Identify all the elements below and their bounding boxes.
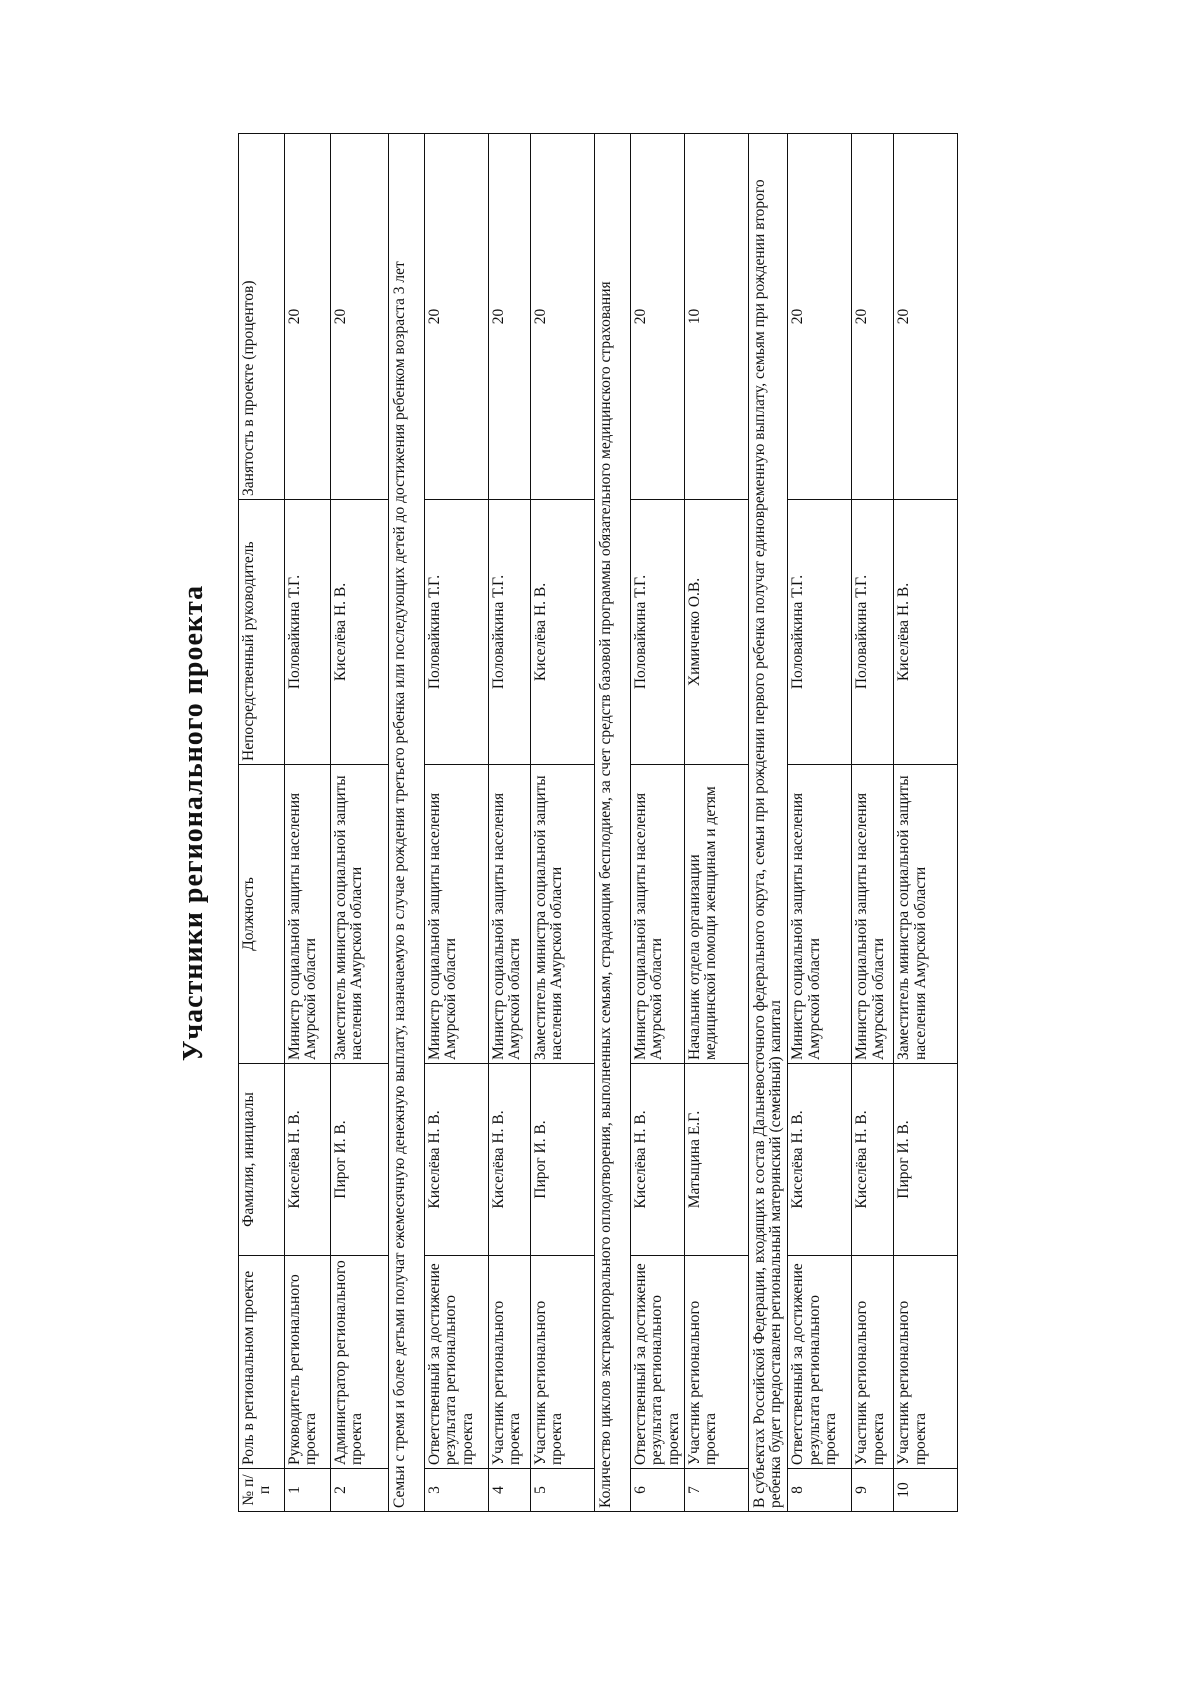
document-title: Участники регионального проекта bbox=[178, 584, 209, 1062]
cell-name: Пирог И. В. bbox=[331, 1064, 389, 1256]
section-title: В субъектах Российской Федерации, входящих в состав Дальневосточного федерального округа, семьи при рождении первого ребенка получат единовременную выплату, семьям при рождении второго ребенка будет предоставлен региональный материнский (семейный) капитал bbox=[748, 134, 788, 1512]
cell-role: Администратор регионального проекта bbox=[331, 1256, 389, 1469]
cell-load: 20 bbox=[788, 134, 852, 500]
table-row bbox=[631, 134, 685, 1512]
cell-supervisor: Половайкина Т.Г. bbox=[489, 500, 531, 765]
cell-role: Ответственный за достижение результата регионального проекта bbox=[631, 1256, 685, 1469]
cell-load: 20 bbox=[531, 134, 595, 500]
table-row bbox=[331, 134, 389, 1512]
cell-num: 2 bbox=[331, 1469, 389, 1512]
cell-position: Министр социальной защиты населения Амурской области bbox=[631, 765, 685, 1064]
col-header-load: Занятость в проекте (процентов) bbox=[239, 134, 285, 500]
col-header-supervisor: Непосредственный руководитель bbox=[239, 500, 285, 765]
cell-position: Заместитель министра социальной защиты населения Амурской области bbox=[894, 765, 958, 1064]
header-row bbox=[239, 134, 285, 1512]
table-row bbox=[684, 134, 748, 1512]
section-row bbox=[595, 134, 631, 1512]
table-body bbox=[285, 134, 958, 1512]
table-row bbox=[285, 134, 331, 1512]
cell-position: Министр социальной защиты населения Амурской области bbox=[285, 765, 331, 1064]
cell-load: 10 bbox=[684, 134, 748, 500]
cell-load: 20 bbox=[489, 134, 531, 500]
cell-name: Киселёва Н. В. bbox=[425, 1064, 489, 1256]
cell-supervisor: Половайкина Т.Г. bbox=[425, 500, 489, 765]
cell-name: Киселёва Н. В. bbox=[285, 1064, 331, 1256]
cell-num: 1 bbox=[285, 1469, 331, 1512]
cell-load: 20 bbox=[852, 134, 894, 500]
cell-position: Министр социальной защиты населения Амурской области bbox=[788, 765, 852, 1064]
cell-position: Министр социальной защиты населения Амурской области bbox=[489, 765, 531, 1064]
cell-num: 9 bbox=[852, 1469, 894, 1512]
cell-role: Руководитель регионального проекта bbox=[285, 1256, 331, 1469]
table-row bbox=[425, 134, 489, 1512]
section-title: Количество циклов экстракорпорального оплодотворения, выполненных семьям, страдающим бесплодием, за счет средств базовой программы обязательного медицинского страхования bbox=[595, 134, 631, 1512]
cell-num: 4 bbox=[489, 1469, 531, 1512]
cell-name: Киселёва Н. В. bbox=[631, 1064, 685, 1256]
table-row bbox=[852, 134, 894, 1512]
cell-position: Начальник отдела организации медицинской помощи женщинам и детям bbox=[684, 765, 748, 1064]
col-header-position: Должность bbox=[239, 765, 285, 1064]
table-row bbox=[531, 134, 595, 1512]
cell-supervisor: Киселёва Н. В. bbox=[894, 500, 958, 765]
cell-name: Пирог И. В. bbox=[894, 1064, 958, 1256]
cell-name: Матыцина Е.Г. bbox=[684, 1064, 748, 1256]
cell-name: Киселёва Н. В. bbox=[852, 1064, 894, 1256]
cell-role: Участник регионального проекта bbox=[684, 1256, 748, 1469]
cell-num: 3 bbox=[425, 1469, 489, 1512]
cell-supervisor: Половайкина Т.Г. bbox=[788, 500, 852, 765]
section-row bbox=[748, 134, 788, 1512]
cell-position: Заместитель министра социальной защиты населения Амурской области bbox=[531, 765, 595, 1064]
cell-num: 6 bbox=[631, 1469, 685, 1512]
cell-supervisor: Половайкина Т.Г. bbox=[852, 500, 894, 765]
cell-num: 8 bbox=[788, 1469, 852, 1512]
cell-name: Пирог И. В. bbox=[531, 1064, 595, 1256]
table-row bbox=[788, 134, 852, 1512]
cell-name: Киселёва Н. В. bbox=[788, 1064, 852, 1256]
table-row bbox=[489, 134, 531, 1512]
cell-num: 10 bbox=[894, 1469, 958, 1512]
section-row bbox=[389, 134, 425, 1512]
cell-role: Участник регионального проекта bbox=[894, 1256, 958, 1469]
cell-num: 7 bbox=[684, 1469, 748, 1512]
cell-supervisor: Половайкина Т.Г. bbox=[285, 500, 331, 765]
cell-load: 20 bbox=[331, 134, 389, 500]
cell-load: 20 bbox=[285, 134, 331, 500]
section-title: Семьи с тремя и более детьми получат ежемесячную денежную выплату, назначаемую в случае рождения третьего ребенка или последующих детей до достижения ребенком возраста 3 лет bbox=[389, 134, 425, 1512]
cell-position: Заместитель министра социальной защиты населения Амурской области bbox=[331, 765, 389, 1064]
cell-supervisor: Химиченко О.В. bbox=[684, 500, 748, 765]
cell-position: Министр социальной защиты населения Амурской области bbox=[852, 765, 894, 1064]
cell-name: Киселёва Н. В. bbox=[489, 1064, 531, 1256]
cell-role: Ответственный за достижение результата регионального проекта bbox=[425, 1256, 489, 1469]
cell-position: Министр социальной защиты населения Амурской области bbox=[425, 765, 489, 1064]
participants-table bbox=[238, 133, 958, 1512]
cell-num: 5 bbox=[531, 1469, 595, 1512]
cell-supervisor: Половайкина Т.Г. bbox=[631, 500, 685, 765]
col-header-role: Роль в региональном проекте bbox=[239, 1256, 285, 1469]
col-header-name: Фамилия, инициалы bbox=[239, 1064, 285, 1256]
cell-load: 20 bbox=[425, 134, 489, 500]
cell-role: Ответственный за достижение результата регионального проекта bbox=[788, 1256, 852, 1469]
cell-load: 20 bbox=[894, 134, 958, 500]
table-row bbox=[894, 134, 958, 1512]
cell-role: Участник регионального проекта bbox=[852, 1256, 894, 1469]
cell-role: Участник регионального проекта bbox=[489, 1256, 531, 1469]
rotated-page bbox=[174, 134, 1074, 1512]
col-header-num: № п/п bbox=[239, 1469, 285, 1512]
cell-supervisor: Киселёва Н. В. bbox=[531, 500, 595, 765]
cell-supervisor: Киселёва Н. В. bbox=[331, 500, 389, 765]
cell-role: Участник регионального проекта bbox=[531, 1256, 595, 1469]
cell-load: 20 bbox=[631, 134, 685, 500]
